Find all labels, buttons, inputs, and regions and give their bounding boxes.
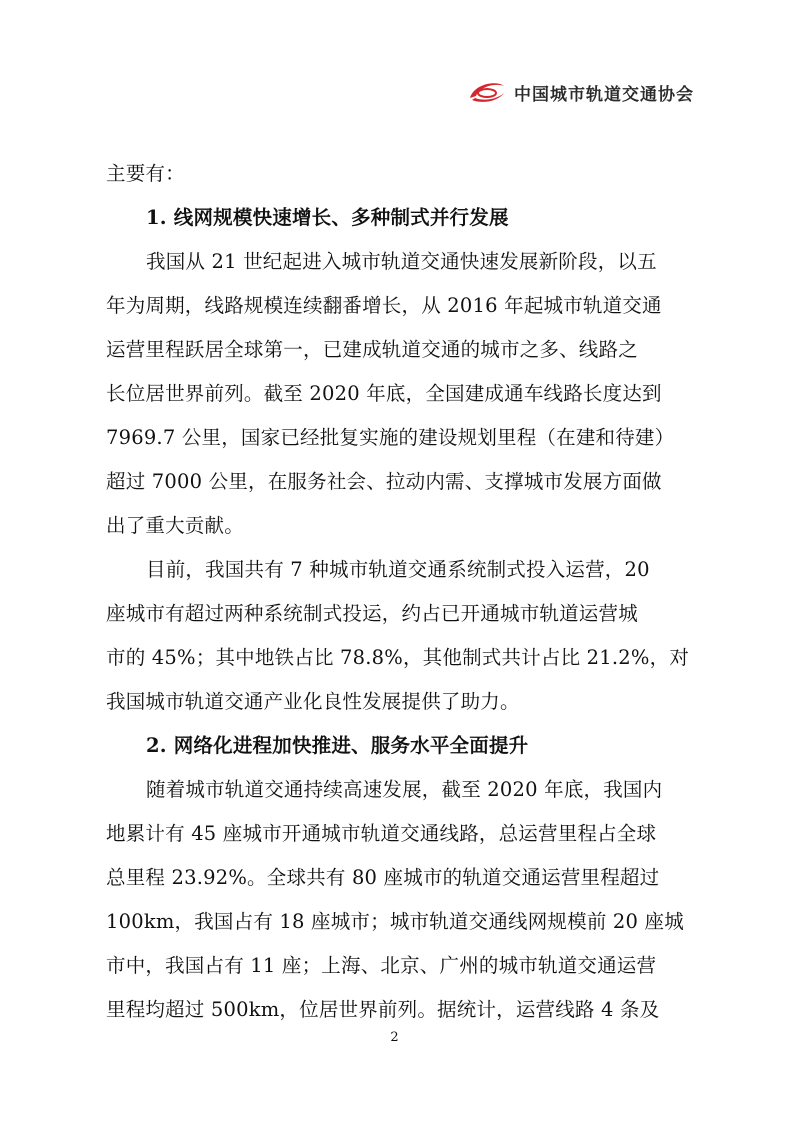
paragraph-line: 年为周期，线路规模连续翻番增长，从 2016 年起城市轨道交通 <box>106 294 662 317</box>
paragraph-line: 长位居世界前列。截至 2020 年底，全国建成通车线路长度达到 <box>106 382 662 405</box>
paragraph-line: 地累计有 45 座城市开通城市轨道交通线路，总运营里程占全球 <box>106 822 657 845</box>
paragraph-line: 我国从 21 世纪起进入城市轨道交通快速发展新阶段，以五 <box>146 250 657 273</box>
intro-line: 主要有： <box>106 162 185 185</box>
page-number: 2 <box>390 1030 399 1045</box>
organization-name: 中国城市轨道交通协会 <box>514 84 694 105</box>
paragraph-line: 目前，我国共有 7 种城市轨道交通系统制式投入运营，20 <box>146 558 650 581</box>
paragraph-line: 100km，我国占有 18 座城市；城市轨道交通线网规模前 20 座城 <box>106 910 684 933</box>
association-logo-icon <box>466 78 508 106</box>
section-heading-1: 1. 线网规模快速增长、多种制式并行发展 <box>146 206 509 229</box>
paragraph-line: 出了重大贡献。 <box>106 514 244 537</box>
paragraph-line: 里程均超过 500km，位居世界前列。据统计，运营线路 4 条及 <box>106 998 660 1021</box>
paragraph-line: 7969.7 公里，国家已经批复实施的建设规划里程（在建和待建） <box>106 426 675 449</box>
paragraph-line: 我国城市轨道交通产业化良性发展提供了助力。 <box>106 690 520 713</box>
paragraph-line: 市中，我国占有 11 座；上海、北京、广州的城市轨道交通运营 <box>106 954 657 977</box>
paragraph-line: 运营里程跃居全球第一，已建成轨道交通的城市之多、线路之 <box>106 338 638 361</box>
page-header <box>466 78 694 106</box>
paragraph-line: 座城市有超过两种系统制式投运，约占已开通城市轨道运营城 <box>106 602 638 625</box>
paragraph-line: 总里程 23.92%。全球共有 80 座城市的轨道交通运营里程超过 <box>106 866 660 889</box>
paragraph-line: 超过 7000 公里，在服务社会、拉动内需、支撑城市发展方面做 <box>106 470 662 493</box>
paragraph-line: 随着城市轨道交通持续高速发展，截至 2020 年底，我国内 <box>146 778 663 801</box>
section-heading-2: 2. 网络化进程加快推进、服务水平全面提升 <box>146 734 529 757</box>
document-body <box>106 152 688 1032</box>
paragraph-line: 市的 45%；其中地铁占比 78.8%，其他制式共计占比 21.2%，对 <box>106 646 690 669</box>
